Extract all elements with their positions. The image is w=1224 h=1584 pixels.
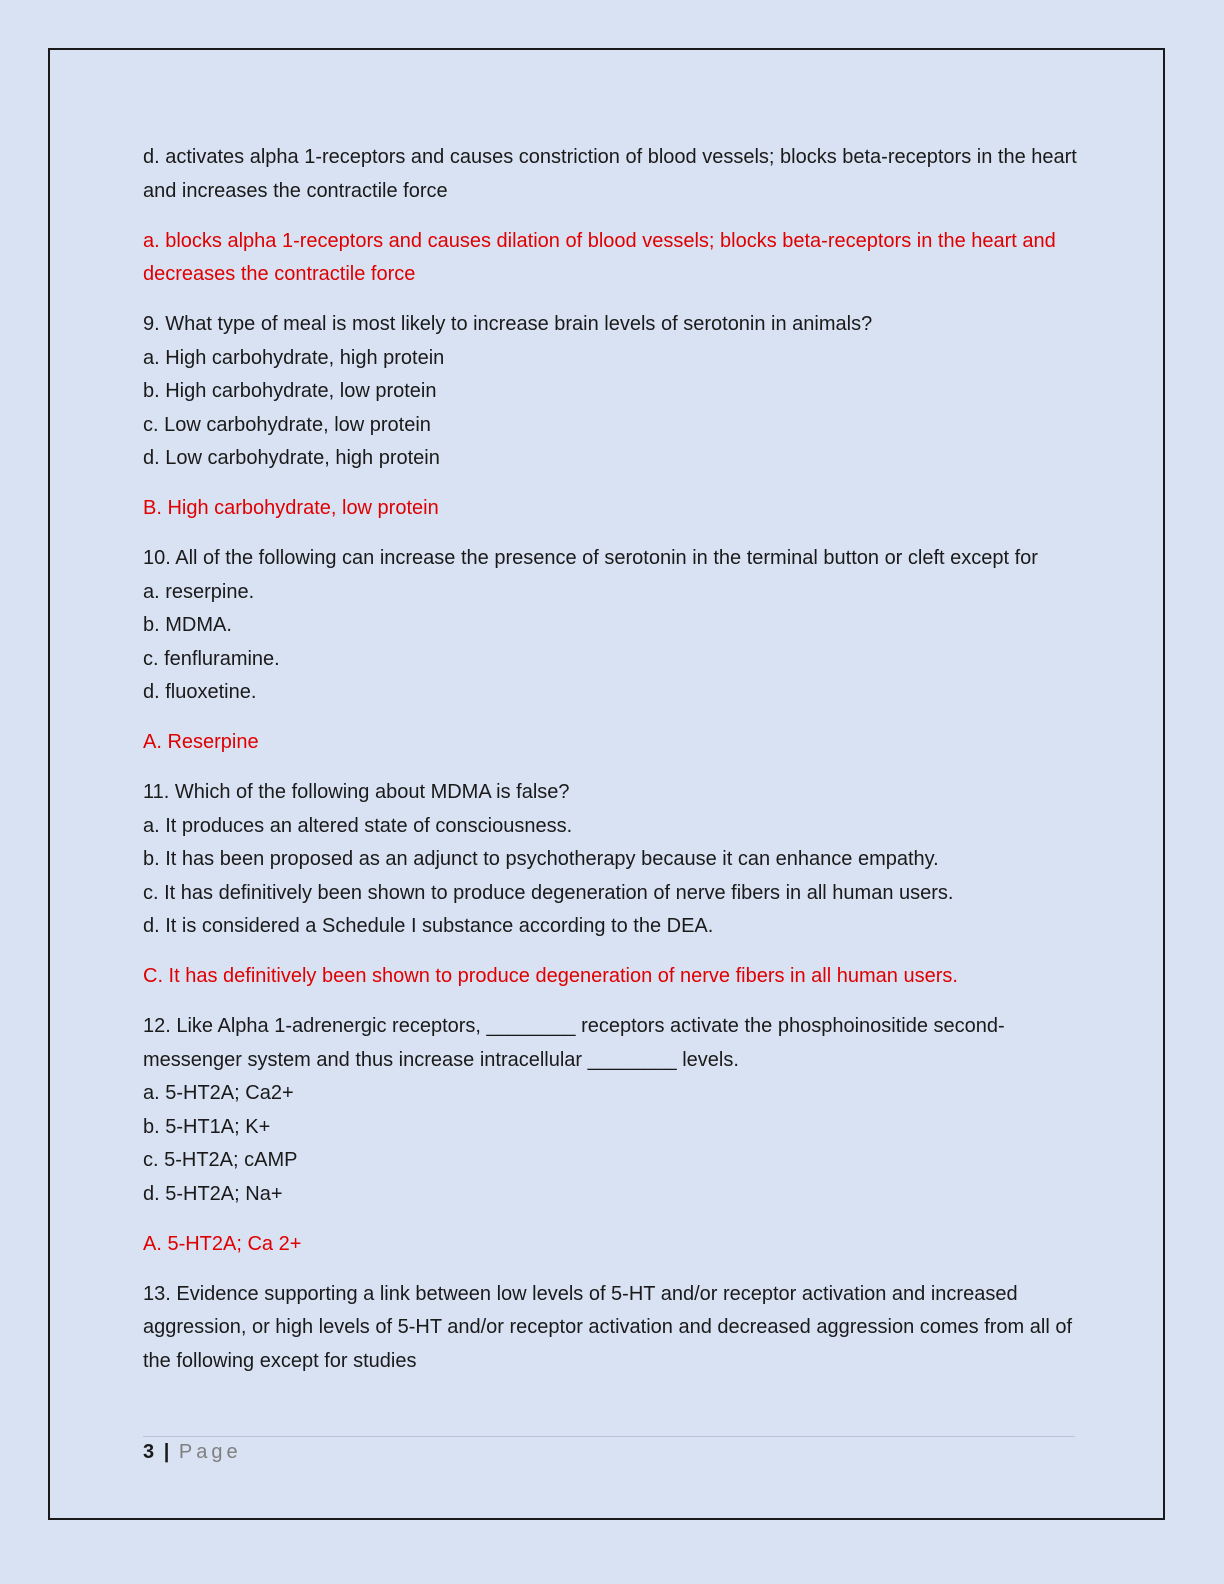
option-d: d. It is considered a Schedule I substance according to the DEA.: [143, 915, 714, 937]
option-a: a. High carbohydrate, high protein: [143, 346, 445, 369]
option-a: a. reserpine.: [143, 580, 255, 603]
option-b: b. High carbohydrate, low protein: [143, 380, 437, 402]
question-text: 12. Like Alpha 1-adrenergic receptors, ________ receptors activate the phosphoinositide second-messenger system and thus increase intracellular ________ levels.: [143, 1015, 1005, 1071]
option-d: d. Low carbohydrate, high protein: [143, 447, 440, 469]
option-d: d. fluoxetine.: [143, 681, 257, 703]
option-a: a. It produces an altered state of consciousness.: [143, 814, 573, 837]
option-b: b. MDMA.: [143, 614, 232, 636]
option-c: c. fenfluramine.: [143, 647, 280, 670]
page-footer: [143, 1436, 1075, 1464]
option-c: c. Low carbohydrate, low protein: [143, 413, 431, 436]
answer-8: [143, 225, 1078, 292]
option-b: b. It has been proposed as an adjunct to psychotherapy because it can enhance empathy.: [143, 848, 939, 870]
answer-9: [143, 492, 1078, 526]
question-text: 9. What type of meal is most likely to increase brain levels of serotonin in animals?: [143, 313, 873, 335]
question-text: 13. Evidence supporting a link between low levels of 5-HT and/or receptor activation and increased aggression, or high levels of 5-HT and/or receptor activation and decreased aggression comes from all of the following except for studies: [143, 1282, 1073, 1372]
page-label: Page: [178, 1441, 242, 1463]
question-11: [143, 776, 1078, 944]
footer-separator: |: [163, 1441, 170, 1463]
question-12: [143, 1010, 1078, 1211]
answer-10: [143, 726, 1078, 760]
option-d: d. activates alpha 1-receptors and causes constriction of blood vessels; blocks beta-receptors in the heart and increases the contractile force: [143, 146, 1077, 202]
question-9: [143, 308, 1078, 476]
option-d: d. 5-HT2A; Na+: [143, 1182, 283, 1205]
answer-11: [143, 960, 1078, 994]
option-b: b. 5-HT1A; K+: [143, 1115, 271, 1138]
answer-text: A. 5-HT2A; Ca 2+: [143, 1232, 302, 1255]
question-text: 10. All of the following can increase the presence of serotonin in the terminal button or cleft except for: [143, 547, 1038, 569]
answer-text: A. Reserpine: [143, 731, 259, 753]
question-8-tail: [143, 141, 1078, 208]
answer-text: a. blocks alpha 1-receptors and causes dilation of blood vessels; blocks beta-receptors in the heart and decreases the contractile force: [143, 229, 1056, 285]
option-c: c. 5-HT2A; cAMP: [143, 1149, 298, 1171]
option-c: c. It has definitively been shown to produce degeneration of nerve fibers in all human users.: [143, 881, 954, 904]
question-13: [143, 1278, 1078, 1379]
answer-text: B. High carbohydrate, low protein: [143, 497, 439, 519]
option-a: a. 5-HT2A; Ca2+: [143, 1082, 294, 1104]
question-text: 11. Which of the following about MDMA is false?: [143, 781, 570, 803]
document-body: [143, 141, 1078, 1395]
question-10: [143, 542, 1078, 710]
answer-12: [143, 1228, 1078, 1262]
page-number: 3: [143, 1441, 155, 1463]
answer-text: C. It has definitively been shown to produce degeneration of nerve fibers in all human users.: [143, 965, 958, 987]
